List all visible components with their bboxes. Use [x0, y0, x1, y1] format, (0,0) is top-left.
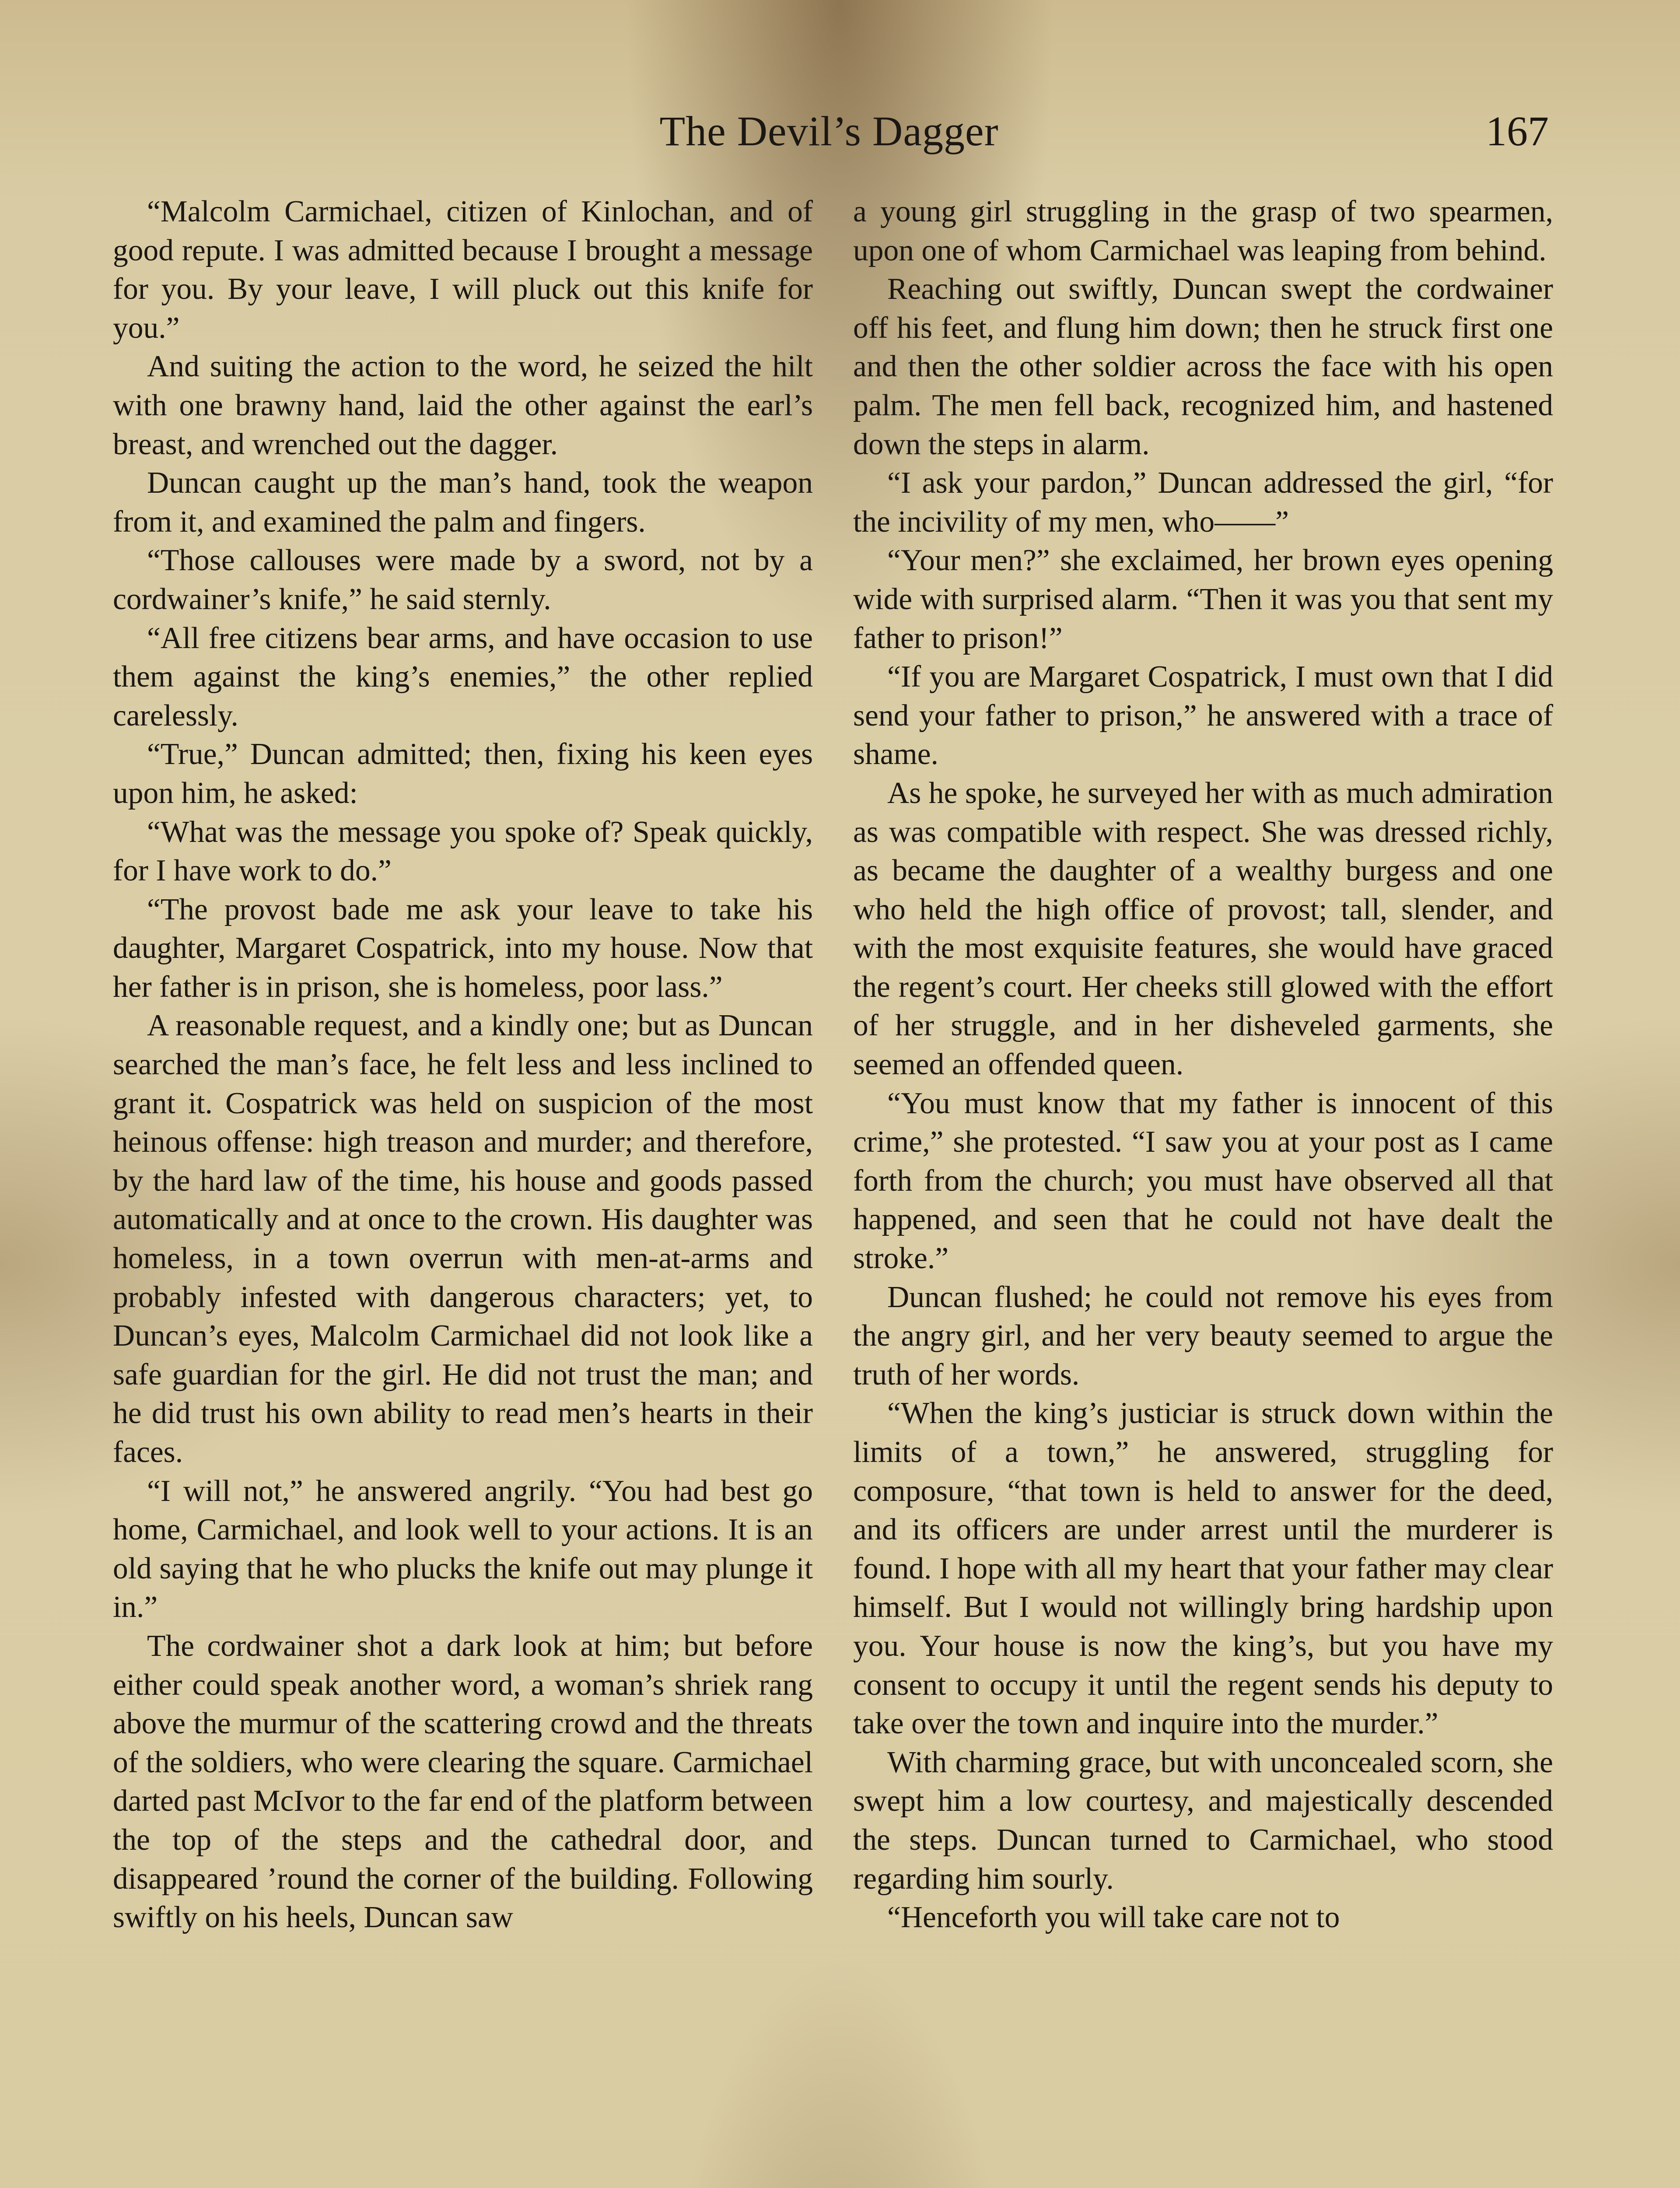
paragraph-continued: a young girl struggling in the grasp of two spearmen, upon one of whom Carmichael was leaping from behind.	[853, 195, 1553, 267]
right-column	[853, 193, 1553, 1937]
left-column	[113, 193, 813, 1937]
paragraph: “When the king’s justiciar is struck down within the limits of a town,” he answered, struggling for composure, “that town is held to answer for the deed, and its officers are under arrest until the murderer is found. I hope with all my heart that your father may clear himself. But I would not willingly bring hardship upon you. Your house is now the king’s, but you have my consent to occupy it until the regent sends his deputy to take over the town and inquire into the murder.”	[853, 1396, 1553, 1741]
paragraph: As he spoke, he surveyed her with as much admiration as was compatible with respect. She was dressed richly, as became the daughter of a wealthy burgess and one who held the high office of provost; tall, slender, and with the most exquisite features, she would have graced the regent’s court. Her cheeks still glowed with the effort of her struggle, and in her disheveled garments, she seemed an offended queen.	[853, 776, 1553, 1082]
paragraph: “True,” Duncan admitted; then, fixing his keen eyes upon him, he asked:	[113, 737, 813, 810]
paragraph: “If you are Margaret Cospatrick, I must own that I did send your father to prison,” he answered with a trace of shame.	[853, 660, 1553, 771]
paragraph: With charming grace, but with unconcealed scorn, she swept him a low courtesy, and majestically descended the steps. Duncan turned to Carmichael, who stood regarding him sourly.	[853, 1745, 1553, 1896]
paragraph: The cordwainer shot a dark look at him; but before either could speak another word, a woman’s shriek rang above the murmur of the scattering crowd and the threats of the soldiers, who were clearing the square. Carmichael darted past McIvor to the far end of the platform between the top of the steps and the cathedral door, and disappeared ’round the corner of the building. Following swiftly on his heels, Duncan saw	[113, 1629, 813, 1935]
running-head	[109, 103, 1549, 160]
paragraph: “Henceforth you will take care not to	[887, 1900, 1340, 1935]
paragraph: Duncan caught up the man’s hand, took the weapon from it, and examined the palm and fingers.	[113, 466, 813, 539]
paragraph: A reasonable request, and a kindly one; but as Duncan searched the man’s face, he felt less and less inclined to grant it. Cospatrick was held on suspicion of the most heinous offense: high treason and murder; and therefore, by the hard law of the time, his house and goods passed automatically and at once to the crown. His daughter was homeless, in a town overrun with men-at-arms and probably infested with dangerous characters; yet, to Duncan’s eyes, Malcolm Carmichael did not look like a safe guardian for the girl. He did not trust the man; and he did trust his own ability to read men’s hearts in their faces.	[113, 1009, 813, 1469]
paragraph: “Malcolm Carmichael, citizen of Kinlochan, and of good repute. I was admitted because I brought a message for you. By your leave, I will pluck out this knife for you.”	[113, 195, 813, 345]
paragraph: “Your men?” she exclaimed, her brown eyes opening wide with surprised alarm. “Then it was you that sent my father to prison!”	[853, 543, 1553, 655]
running-title: The Devil’s Dagger	[659, 108, 999, 154]
paragraph: Duncan flushed; he could not remove his eyes from the angry girl, and her very beauty seemed to argue the truth of her words.	[853, 1280, 1553, 1392]
paragraph: “The provost bade me ask your leave to take his daughter, Margaret Cospatrick, into my house. Now that her father is in prison, she is homeless, poor lass.”	[113, 892, 813, 1004]
paragraph: Reaching out swiftly, Duncan swept the cordwainer off his feet, and flung him down; then he struck first one and then the other soldier across the face with his open palm. The men fell back, recognized him, and hastened down the steps in alarm.	[853, 272, 1553, 461]
paragraph: “I ask your pardon,” Duncan addressed the girl, “for the incivility of my men, who——”	[853, 466, 1553, 539]
paragraph: And suiting the action to the word, he seized the hilt with one brawny hand, laid the other against the earl’s breast, and wrenched out the dagger.	[113, 350, 813, 461]
paragraph: “I will not,” he answered angrily. “You had best go home, Carmichael, and look well to your actions. It is an old saying that he who plucks the knife out may plunge it in.”	[113, 1474, 813, 1624]
paragraph: “Those callouses were made by a sword, not by a cordwainer’s knife,” he said sternly.	[113, 543, 813, 616]
paragraph: “All free citizens bear arms, and have occasion to use them against the king’s enemies,” the other replied carelessly.	[113, 621, 813, 733]
page-number: 167	[1486, 108, 1549, 154]
paragraph: “You must know that my father is innocent of this crime,” she protested. “I saw you at your post as I came forth from the church; you must have observed all that happened, and seen that he could not have dealt the stroke.”	[853, 1086, 1553, 1276]
paragraph: “What was the message you spoke of? Speak quickly, for I have work to do.”	[113, 815, 813, 888]
